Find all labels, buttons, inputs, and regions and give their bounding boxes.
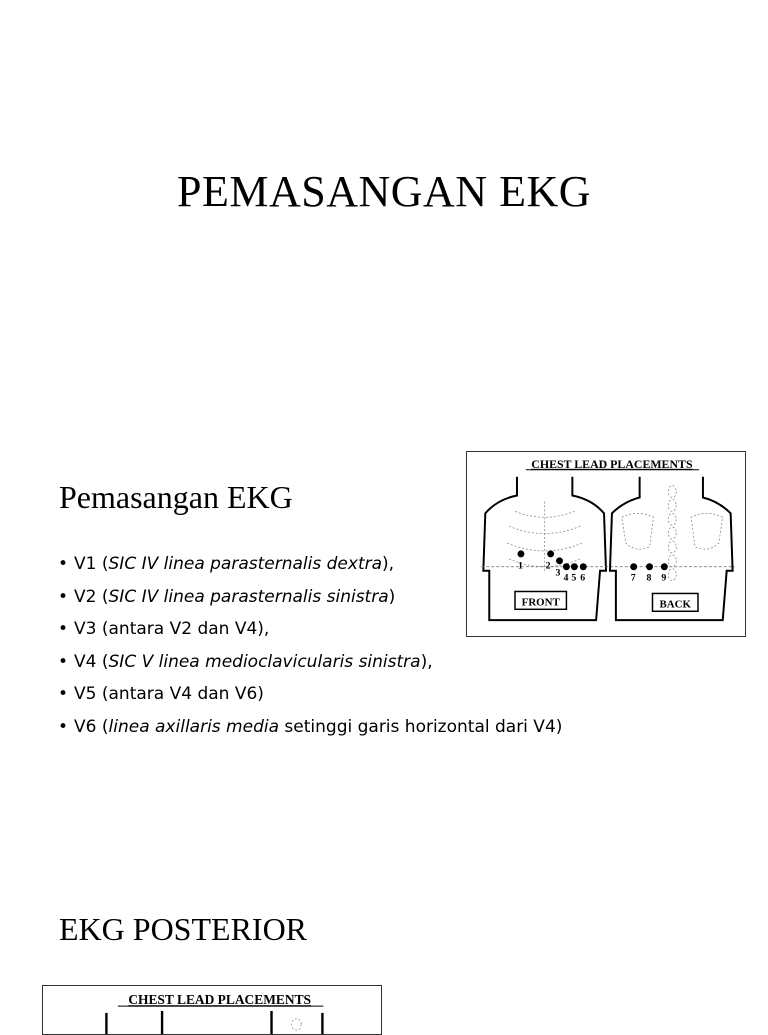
svg-text:4: 4 <box>563 572 569 584</box>
list-item: • V6 (linea axillaris media setinggi garis horizontal dari V4) <box>58 711 562 744</box>
svg-text:5: 5 <box>571 572 577 584</box>
back-label: BACK <box>659 598 691 611</box>
section-heading-ekg-posterior: EKG POSTERIOR <box>59 911 308 947</box>
section-heading-pemasangan: Pemasangan EKG <box>59 479 293 515</box>
list-item: • V5 (antara V4 dan V6) <box>58 678 562 711</box>
front-label: FRONT <box>521 596 560 609</box>
chest-lead-illustration-cropped <box>43 986 381 1034</box>
chest-lead-diagram <box>466 451 746 637</box>
svg-text:7: 7 <box>630 572 636 584</box>
list-item: • V3 (antara V2 dan V4), <box>58 613 562 646</box>
lead-numbers <box>518 561 666 584</box>
slide-title: PEMASANGAN EKG <box>176 167 592 216</box>
svg-text:8: 8 <box>646 572 652 584</box>
list-item: • V1 (SIC IV linea parasternalis dextra), <box>58 548 562 581</box>
chest-lead-diagram-posterior <box>42 985 382 1035</box>
svg-text:1: 1 <box>517 560 523 572</box>
svg-text:9: 9 <box>661 572 667 584</box>
svg-text:2: 2 <box>545 560 551 572</box>
svg-text:3: 3 <box>555 567 561 579</box>
chest-lead-illustration <box>467 452 745 636</box>
diagram-caption: CHEST LEAD PLACEMENTS <box>128 992 312 1008</box>
list-item: • V2 (SIC IV linea parasternalis sinistra) <box>58 581 562 614</box>
list-item: • V4 (SIC V linea medioclavicularis sinistra), <box>58 646 562 679</box>
svg-text:6: 6 <box>580 572 586 584</box>
electrode-dots <box>517 550 667 570</box>
diagram-caption: CHEST LEAD PLACEMENTS <box>531 456 693 471</box>
